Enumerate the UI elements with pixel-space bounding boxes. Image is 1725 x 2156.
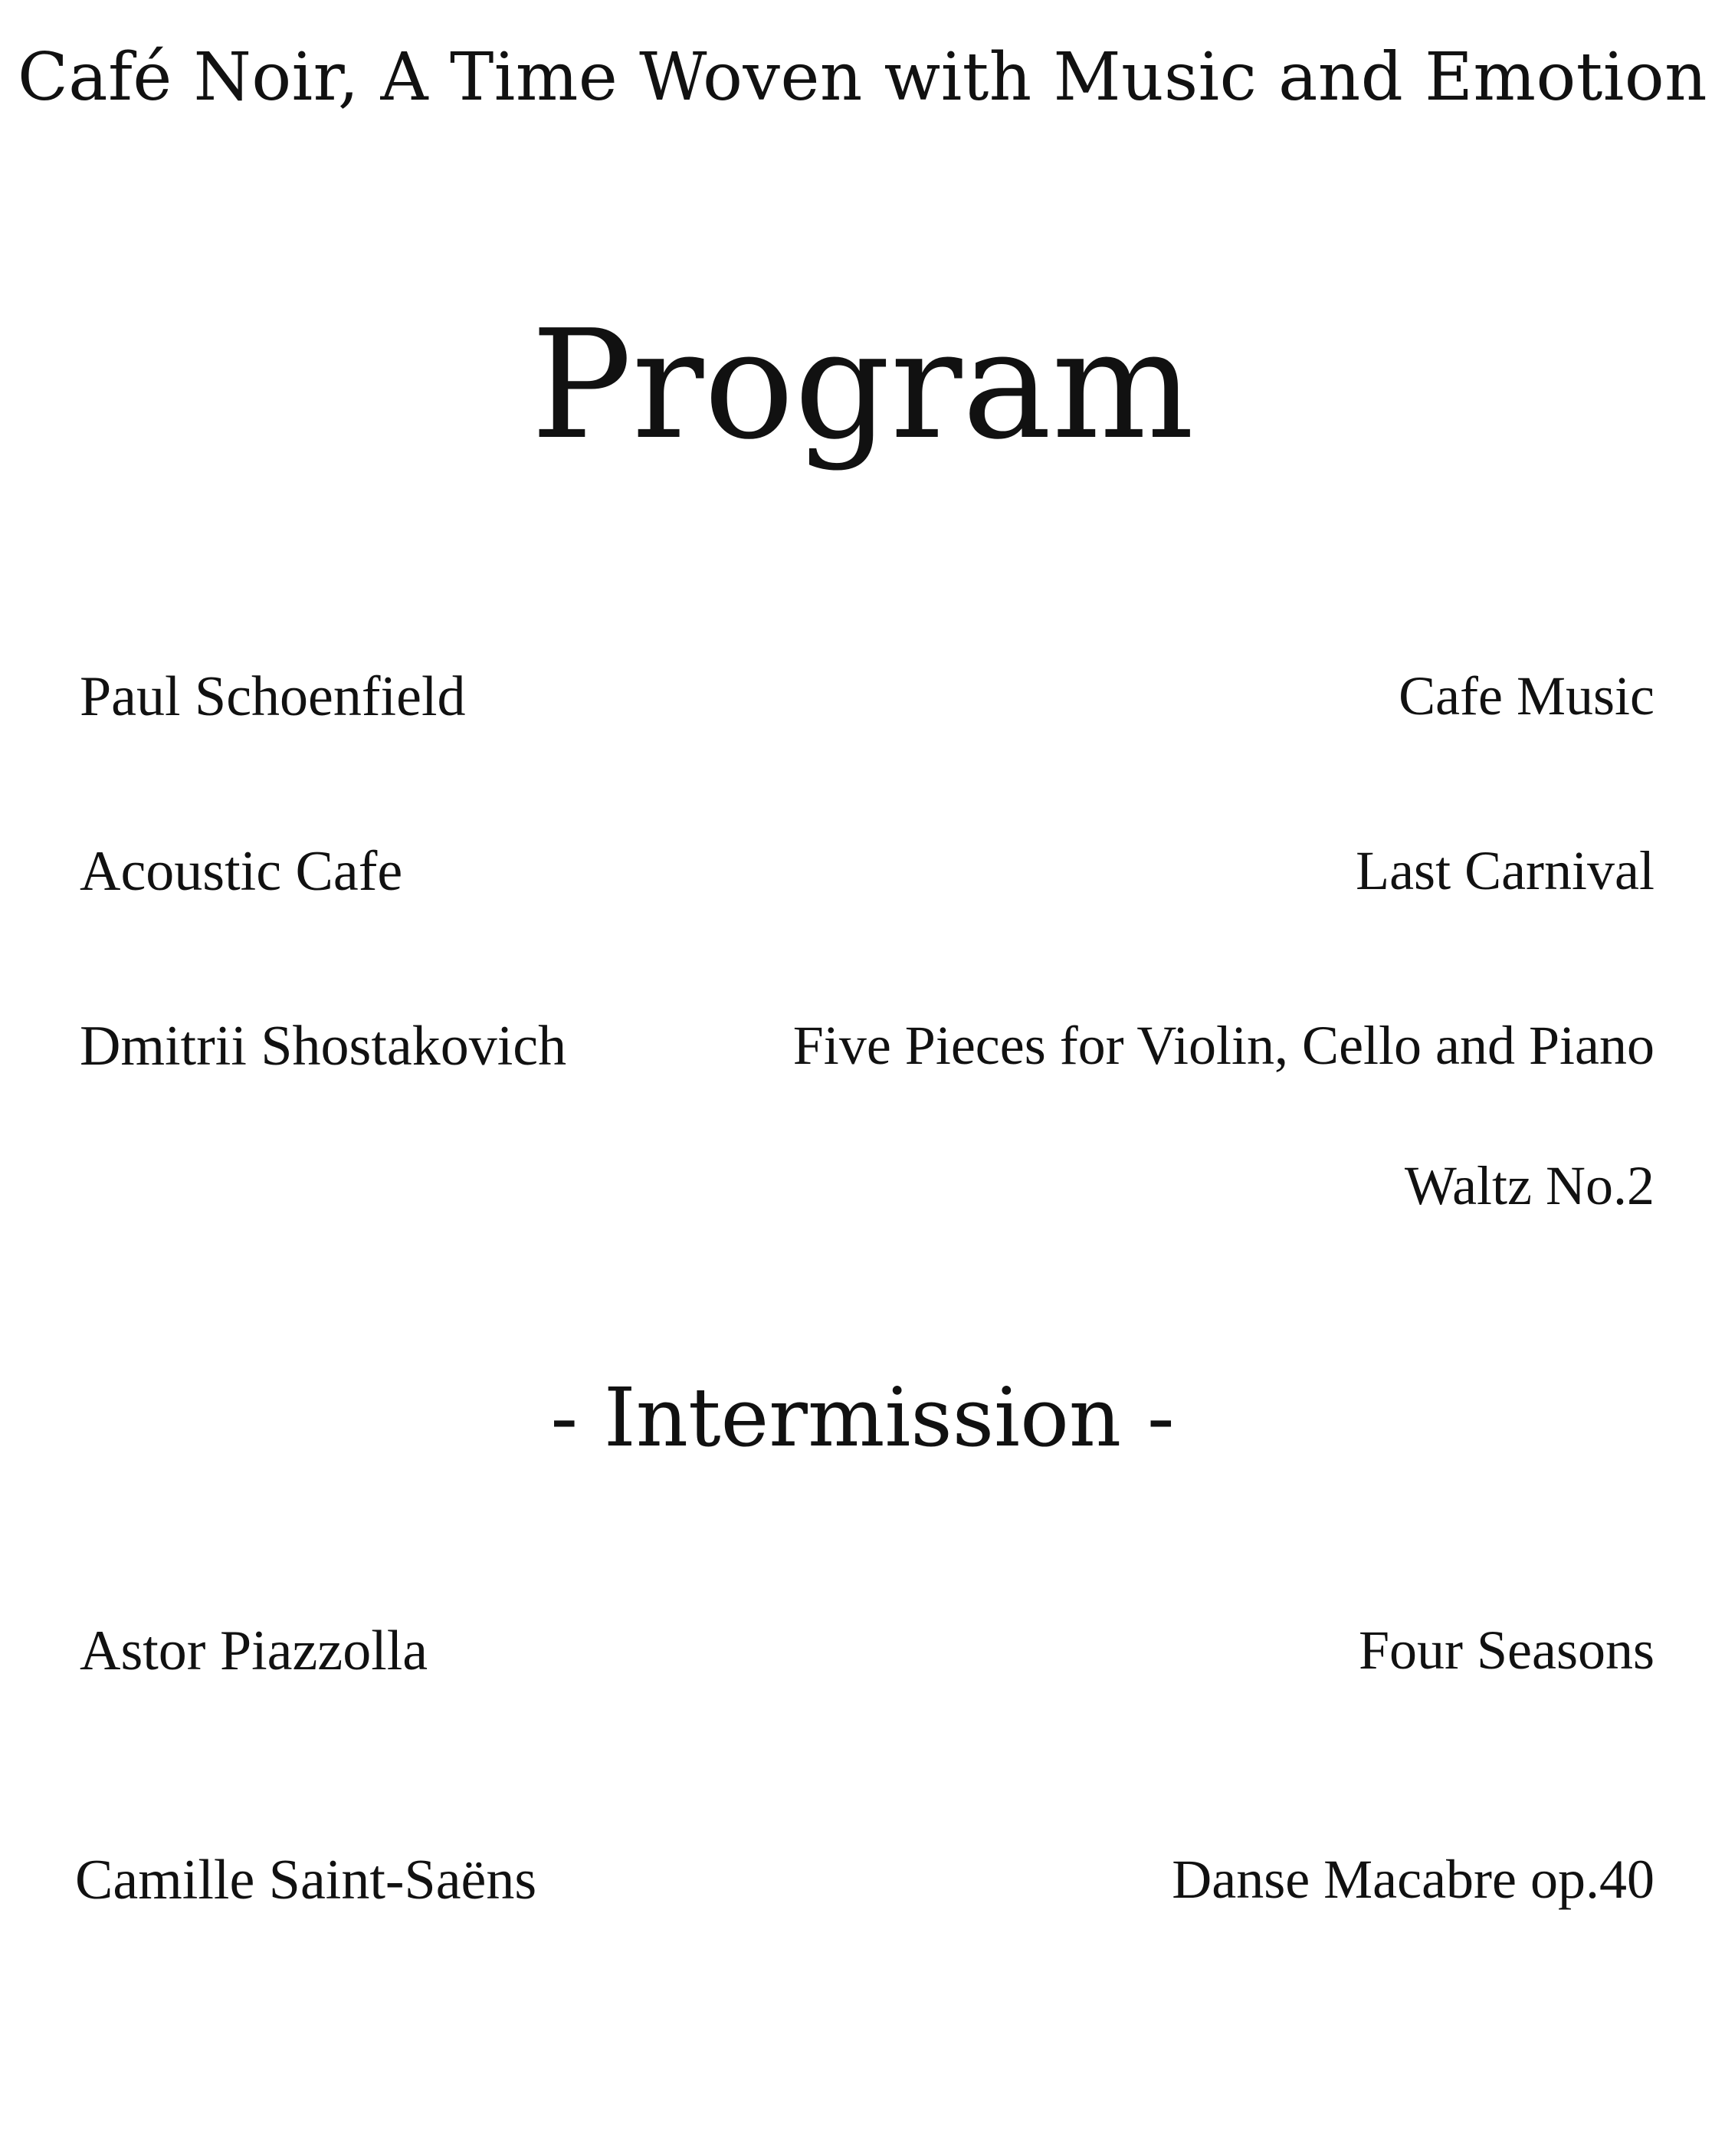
composer-name: Acoustic Cafe [80,840,403,903]
composer-name: Camille Saint-Saëns [75,1849,537,1912]
piece-title: Danse Macabre op.40 [1172,1849,1654,1910]
piece-title: Five Pieces for Violin, Cello and Piano [792,1015,1654,1076]
composer-name: Paul Schoenfield [80,665,466,728]
intermission-heading: - Intermission - [550,1370,1175,1465]
piece-title: Four Seasons [1358,1619,1654,1681]
piece-subtitle: Waltz No.2 [1404,1155,1654,1216]
composer-name: Dmitrii Shostakovich [80,1015,567,1078]
page-subtitle: Café Noir, A Time Woven with Music and Emotion [18,39,1707,116]
piece-title: Cafe Music [1399,665,1654,727]
piece-title: Last Carnival [1356,840,1654,901]
page-title: Program [530,298,1195,473]
composer-name: Astor Piazzolla [80,1619,428,1682]
